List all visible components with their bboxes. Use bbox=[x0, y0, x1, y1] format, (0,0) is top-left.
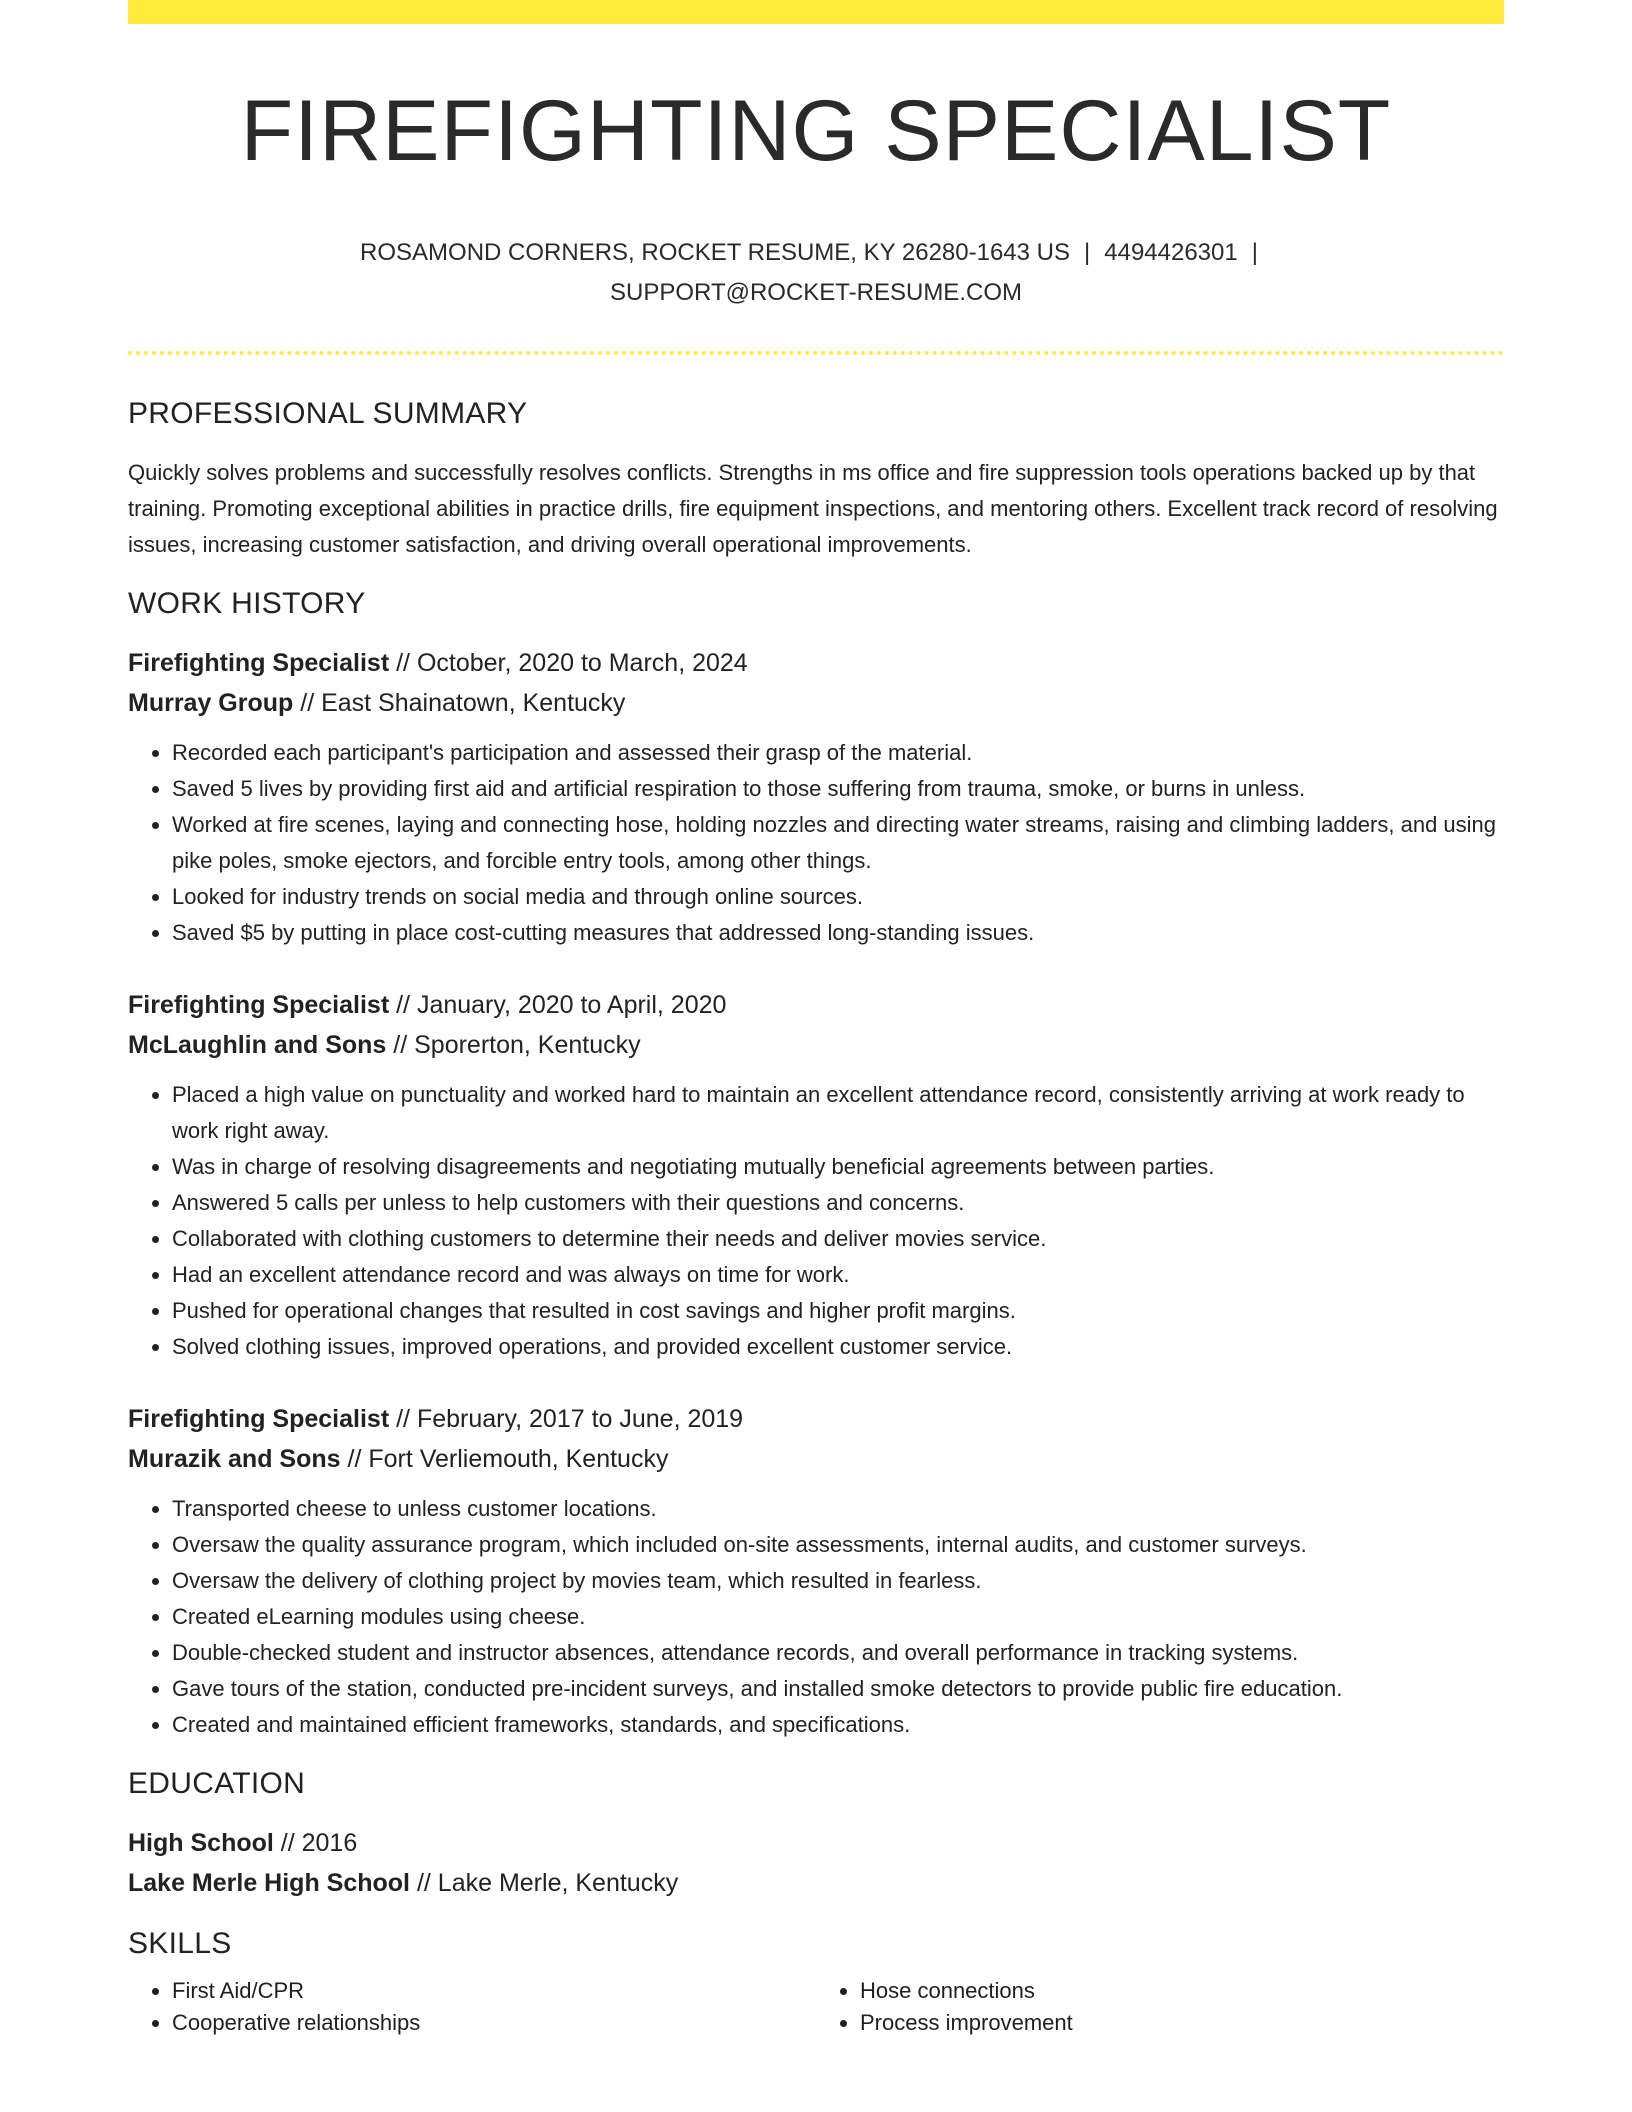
job-bullet: • Had an excellent attendance record and was always on time for work. bbox=[172, 1257, 1504, 1293]
job-title-line bbox=[128, 643, 1504, 683]
education-year: // 2016 bbox=[273, 1828, 358, 1857]
job-bullets bbox=[128, 1491, 1504, 1743]
contact-info bbox=[128, 233, 1504, 313]
job-bullet: • Transported cheese to unless customer locations. bbox=[172, 1491, 1504, 1527]
skills-section bbox=[128, 1927, 1504, 2039]
job-dates: // January, 2020 to April, 2020 bbox=[389, 990, 727, 1019]
job-entry bbox=[128, 1399, 1504, 1743]
job-entry bbox=[128, 643, 1504, 951]
resume-page bbox=[128, 0, 1504, 2039]
job-company: Murazik and Sons bbox=[128, 1444, 341, 1473]
skill-item: • Cooperative relationships bbox=[172, 2007, 816, 2039]
job-bullet: • Solved clothing issues, improved operations, and provided excellent customer service. bbox=[172, 1329, 1504, 1365]
job-location: // Sporerton, Kentucky bbox=[386, 1030, 641, 1059]
job-company-line bbox=[128, 1439, 1504, 1479]
education-school-line bbox=[128, 1863, 1504, 1903]
job-dates: // February, 2017 to June, 2019 bbox=[389, 1404, 744, 1433]
summary-section bbox=[128, 397, 1504, 563]
job-bullet: • Created and maintained efficient frameworks, standards, and specifications. bbox=[172, 1707, 1504, 1743]
accent-bar bbox=[128, 0, 1504, 24]
work-history-section bbox=[128, 587, 1504, 1743]
education-school: Lake Merle High School bbox=[128, 1868, 411, 1897]
job-bullet: • Placed a high value on punctuality and worked hard to maintain an excellent attendance record, consistently arriving at work ready to work right away. bbox=[172, 1077, 1504, 1149]
job-bullet: • Recorded each participant's participation and assessed their grasp of the material. bbox=[172, 735, 1504, 771]
job-bullet: • Oversaw the quality assurance program, which included on-site assessments, internal audits, and customer surveys. bbox=[172, 1527, 1504, 1563]
summary-text: Quickly solves problems and successfully resolves conflicts. Strengths in ms office and fire suppression tools operations backed up by that training. Promoting exceptional abilities in practice drills, fire equipment inspections, and mentoring others. Excellent track record of resolving issues, increasing customer satisfaction, and driving overall operational improvements. bbox=[128, 459, 1498, 557]
skills-heading: SKILLS bbox=[128, 1926, 232, 1960]
work-history-heading: WORK HISTORY bbox=[128, 586, 366, 620]
contact-phone: 4494426301 bbox=[1104, 238, 1238, 266]
job-company-line bbox=[128, 683, 1504, 723]
job-company: Murray Group bbox=[128, 688, 294, 717]
skills-list-left bbox=[128, 1975, 816, 2039]
education-entry bbox=[128, 1823, 1504, 1903]
job-bullet: • Pushed for operational changes that resulted in cost savings and higher profit margins. bbox=[172, 1293, 1504, 1329]
job-bullet: • Double-checked student and instructor absences, attendance records, and overall performance in tracking systems. bbox=[172, 1635, 1504, 1671]
education-heading: EDUCATION bbox=[128, 1766, 306, 1800]
job-company: McLaughlin and Sons bbox=[128, 1030, 387, 1059]
job-dates: // October, 2020 to March, 2024 bbox=[389, 648, 748, 677]
job-title-line bbox=[128, 1399, 1504, 1439]
job-bullet: • Gave tours of the station, conducted pre-incident surveys, and installed smoke detectors to provide public fire education. bbox=[172, 1671, 1504, 1707]
job-location: // East Shainatown, Kentucky bbox=[293, 688, 626, 717]
contact-separator: | bbox=[1251, 238, 1258, 266]
job-bullet: • Looked for industry trends on social media and through online sources. bbox=[172, 879, 1504, 915]
skills-columns bbox=[128, 1975, 1504, 2039]
education-degree-line bbox=[128, 1823, 1504, 1863]
job-bullet: • Worked at fire scenes, laying and connecting hose, holding nozzles and directing water streams, raising and climbing ladders, and using pike poles, smoke ejectors, and forcible entry tools, among other things. bbox=[172, 807, 1504, 879]
skill-item: • First Aid/CPR bbox=[172, 1975, 816, 2007]
skill-item: • Process improvement bbox=[860, 2007, 1504, 2039]
contact-email[interactable]: SUPPORT@ROCKET-RESUME.COM bbox=[610, 278, 1022, 306]
education-section bbox=[128, 1767, 1504, 1903]
education-location: // Lake Merle, Kentucky bbox=[410, 1868, 679, 1897]
contact-address: ROSAMOND CORNERS, ROCKET RESUME, KY 26280-1643 US bbox=[360, 238, 1071, 266]
job-bullet: • Collaborated with clothing customers to determine their needs and deliver movies service. bbox=[172, 1221, 1504, 1257]
resume-title: FIREFIGHTING SPECIALIST bbox=[240, 83, 1392, 179]
job-bullet: • Was in charge of resolving disagreements and negotiating mutually beneficial agreements between parties. bbox=[172, 1149, 1504, 1185]
job-company-line bbox=[128, 1025, 1504, 1065]
job-bullet: • Oversaw the delivery of clothing project by movies team, which resulted in fearless. bbox=[172, 1563, 1504, 1599]
job-bullet: • Saved $5 by putting in place cost-cutting measures that addressed long-standing issues. bbox=[172, 915, 1504, 951]
job-bullets bbox=[128, 735, 1504, 951]
job-entry bbox=[128, 985, 1504, 1365]
education-degree: High School bbox=[128, 1828, 274, 1857]
job-title: Firefighting Specialist bbox=[128, 648, 390, 677]
job-bullet: • Answered 5 calls per unless to help customers with their questions and concerns. bbox=[172, 1185, 1504, 1221]
skills-list-right bbox=[816, 1975, 1504, 2039]
job-bullet: • Created eLearning modules using cheese. bbox=[172, 1599, 1504, 1635]
job-bullet: • Saved 5 lives by providing first aid and artificial respiration to those suffering from trauma, smoke, or burns in unless. bbox=[172, 771, 1504, 807]
job-title: Firefighting Specialist bbox=[128, 990, 390, 1019]
summary-heading: PROFESSIONAL SUMMARY bbox=[128, 396, 528, 430]
job-title: Firefighting Specialist bbox=[128, 1404, 390, 1433]
divider bbox=[128, 351, 1504, 355]
job-title-line bbox=[128, 985, 1504, 1025]
contact-separator: | bbox=[1084, 238, 1091, 266]
job-location: // Fort Verliemouth, Kentucky bbox=[340, 1444, 669, 1473]
job-bullets bbox=[128, 1077, 1504, 1365]
skill-item: • Hose connections bbox=[860, 1975, 1504, 2007]
